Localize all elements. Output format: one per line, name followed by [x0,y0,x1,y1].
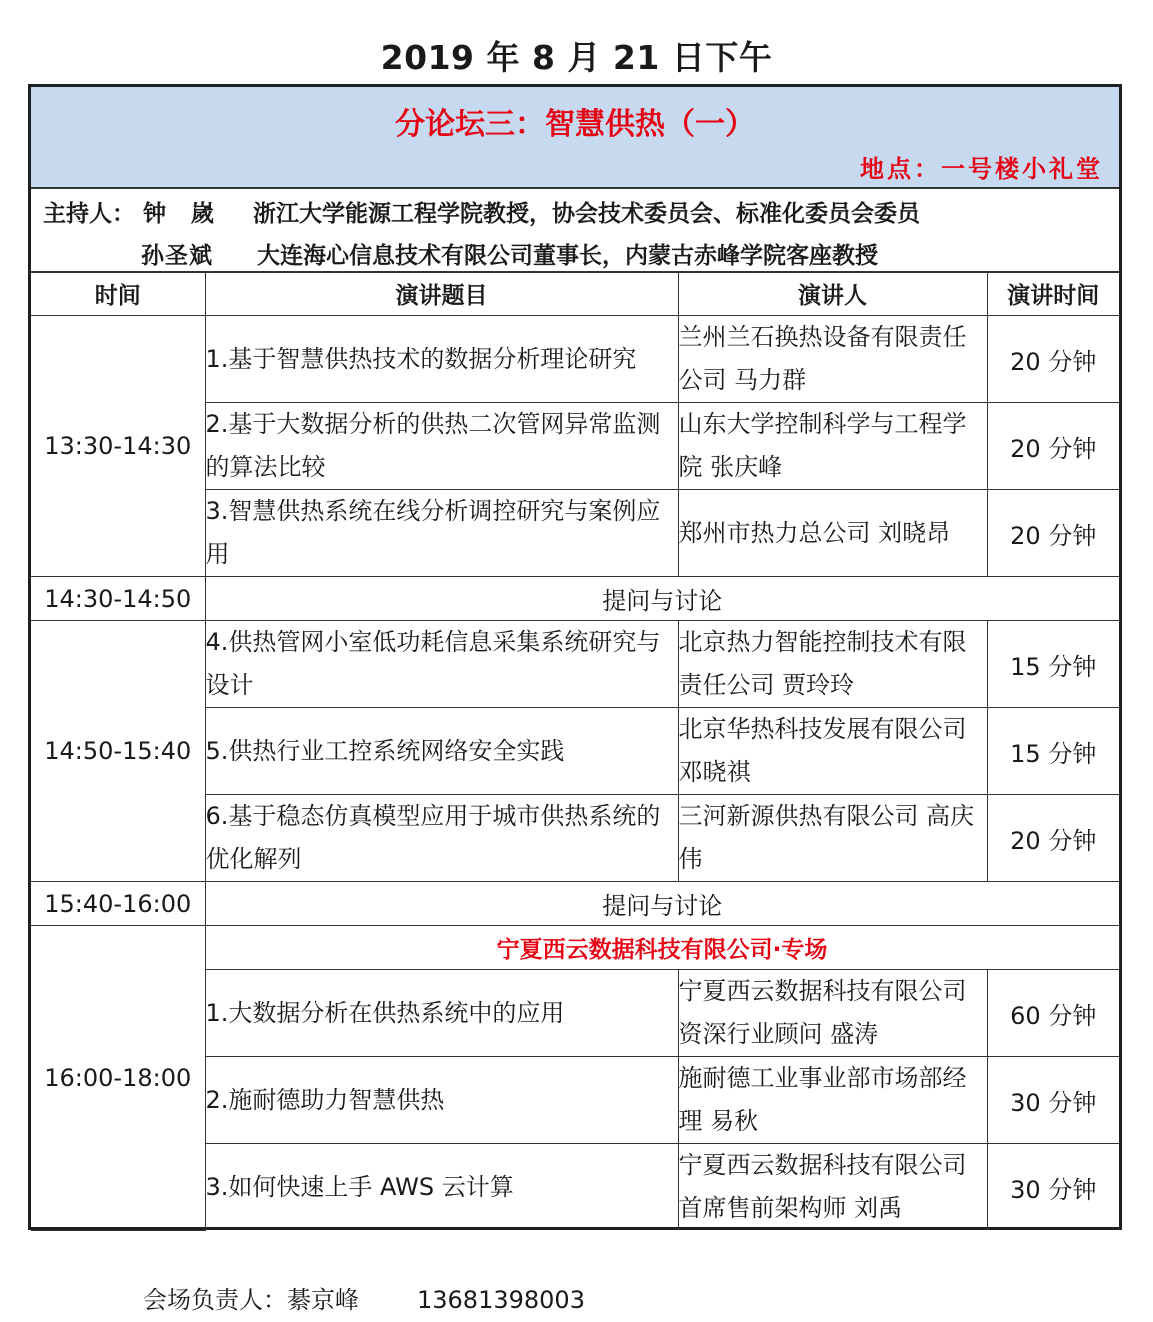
talk-speaker: 宁夏西云数据科技有限公司首席售前架构师 刘禹 [678,1144,987,1231]
talk-speaker: 北京华热科技发展有限公司 邓晓祺 [678,708,987,795]
special-session-title: 宁夏西云数据科技有限公司·专场 [205,926,1119,970]
host-name: 钟 嵗 [143,201,215,227]
time-slot: 16:00-18:00 [31,926,205,1231]
schedule-table [31,271,1120,1231]
talk-duration: 15 分钟 [987,708,1119,795]
talk-topic: 1.大数据分析在供热系统中的应用 [205,970,678,1057]
talk-duration: 20 分钟 [987,316,1119,403]
talk-topic: 4.供热管网小室低功耗信息采集系统研究与设计 [205,621,678,708]
time-slot: 15:40-16:00 [31,882,205,926]
discussion-label: 提问与讨论 [205,577,1119,621]
host-title: 大连海心信息技术有限公司董事长，内蒙古赤峰学院客座教授 [257,243,878,269]
talk-topic: 3.如何快速上手 AWS 云计算 [205,1144,678,1231]
host-line-2 [141,237,878,270]
col-header-time: 时间 [31,271,205,316]
contact-person: 会场负责人：綦京峰 [143,1286,359,1314]
talk-duration: 20 分钟 [987,403,1119,490]
time-slot: 14:30-14:50 [31,577,205,621]
host-title: 浙江大学能源工程学院教授，协会技术委员会、标准化委员会委员 [253,201,920,227]
footer-contact [143,1280,585,1315]
table-row [31,882,1119,926]
time-slot: 13:30-14:30 [31,316,205,577]
talk-duration: 15 分钟 [987,621,1119,708]
contact-phone: 13681398003 [417,1286,585,1314]
host-name: 孙圣斌 [141,243,213,269]
table-row [31,621,1119,708]
table-row [31,316,1119,403]
talk-speaker: 山东大学控制科学与工程学院 张庆峰 [678,403,987,490]
table-row [31,577,1119,621]
talk-speaker: 三河新源供热有限公司 高庆伟 [678,795,987,882]
table-row [31,926,1119,970]
col-header-speaker: 演讲人 [678,271,987,316]
talk-duration: 30 分钟 [987,1144,1119,1231]
talk-topic: 6.基于稳态仿真模型应用于城市供热系统的优化解列 [205,795,678,882]
time-slot: 14:50-15:40 [31,621,205,882]
page-title: 2019 年 8 月 21 日下午 [380,38,773,77]
talk-topic: 3.智慧供热系统在线分析调控研究与案例应用 [205,490,678,577]
talk-speaker: 兰州兰石换热设备有限责任公司 马力群 [678,316,987,403]
talk-speaker: 北京热力智能控制技术有限责任公司 贾玲玲 [678,621,987,708]
schedule-frame [28,84,1122,1230]
talk-duration: 20 分钟 [987,490,1119,577]
col-header-duration: 演讲时间 [987,271,1119,316]
talk-duration: 60 分钟 [987,970,1119,1057]
hosts-section [31,189,1119,273]
discussion-label: 提问与讨论 [205,882,1119,926]
talk-topic: 1.基于智慧供热技术的数据分析理论研究 [205,316,678,403]
talk-speaker: 郑州市热力总公司 刘晓昂 [678,490,987,577]
talk-topic: 2.基于大数据分析的供热二次管网异常监测的算法比较 [205,403,678,490]
venue-label: 地点：一号楼小礼堂 [860,155,1103,183]
talk-speaker: 宁夏西云数据科技有限公司资深行业顾问 盛涛 [678,970,987,1057]
forum-banner [31,87,1119,189]
host-label: 主持人： [43,201,135,227]
col-header-topic: 演讲题目 [205,271,678,316]
table-header-row [31,271,1119,316]
talk-topic: 5.供热行业工控系统网络安全实践 [205,708,678,795]
talk-topic: 2.施耐德助力智慧供热 [205,1057,678,1144]
talk-speaker: 施耐德工业事业部市场部经理 易秋 [678,1057,987,1144]
talk-duration: 20 分钟 [987,795,1119,882]
host-line-1 [43,195,920,228]
forum-title: 分论坛三：智慧供热（一） [395,107,755,142]
talk-duration: 30 分钟 [987,1057,1119,1144]
